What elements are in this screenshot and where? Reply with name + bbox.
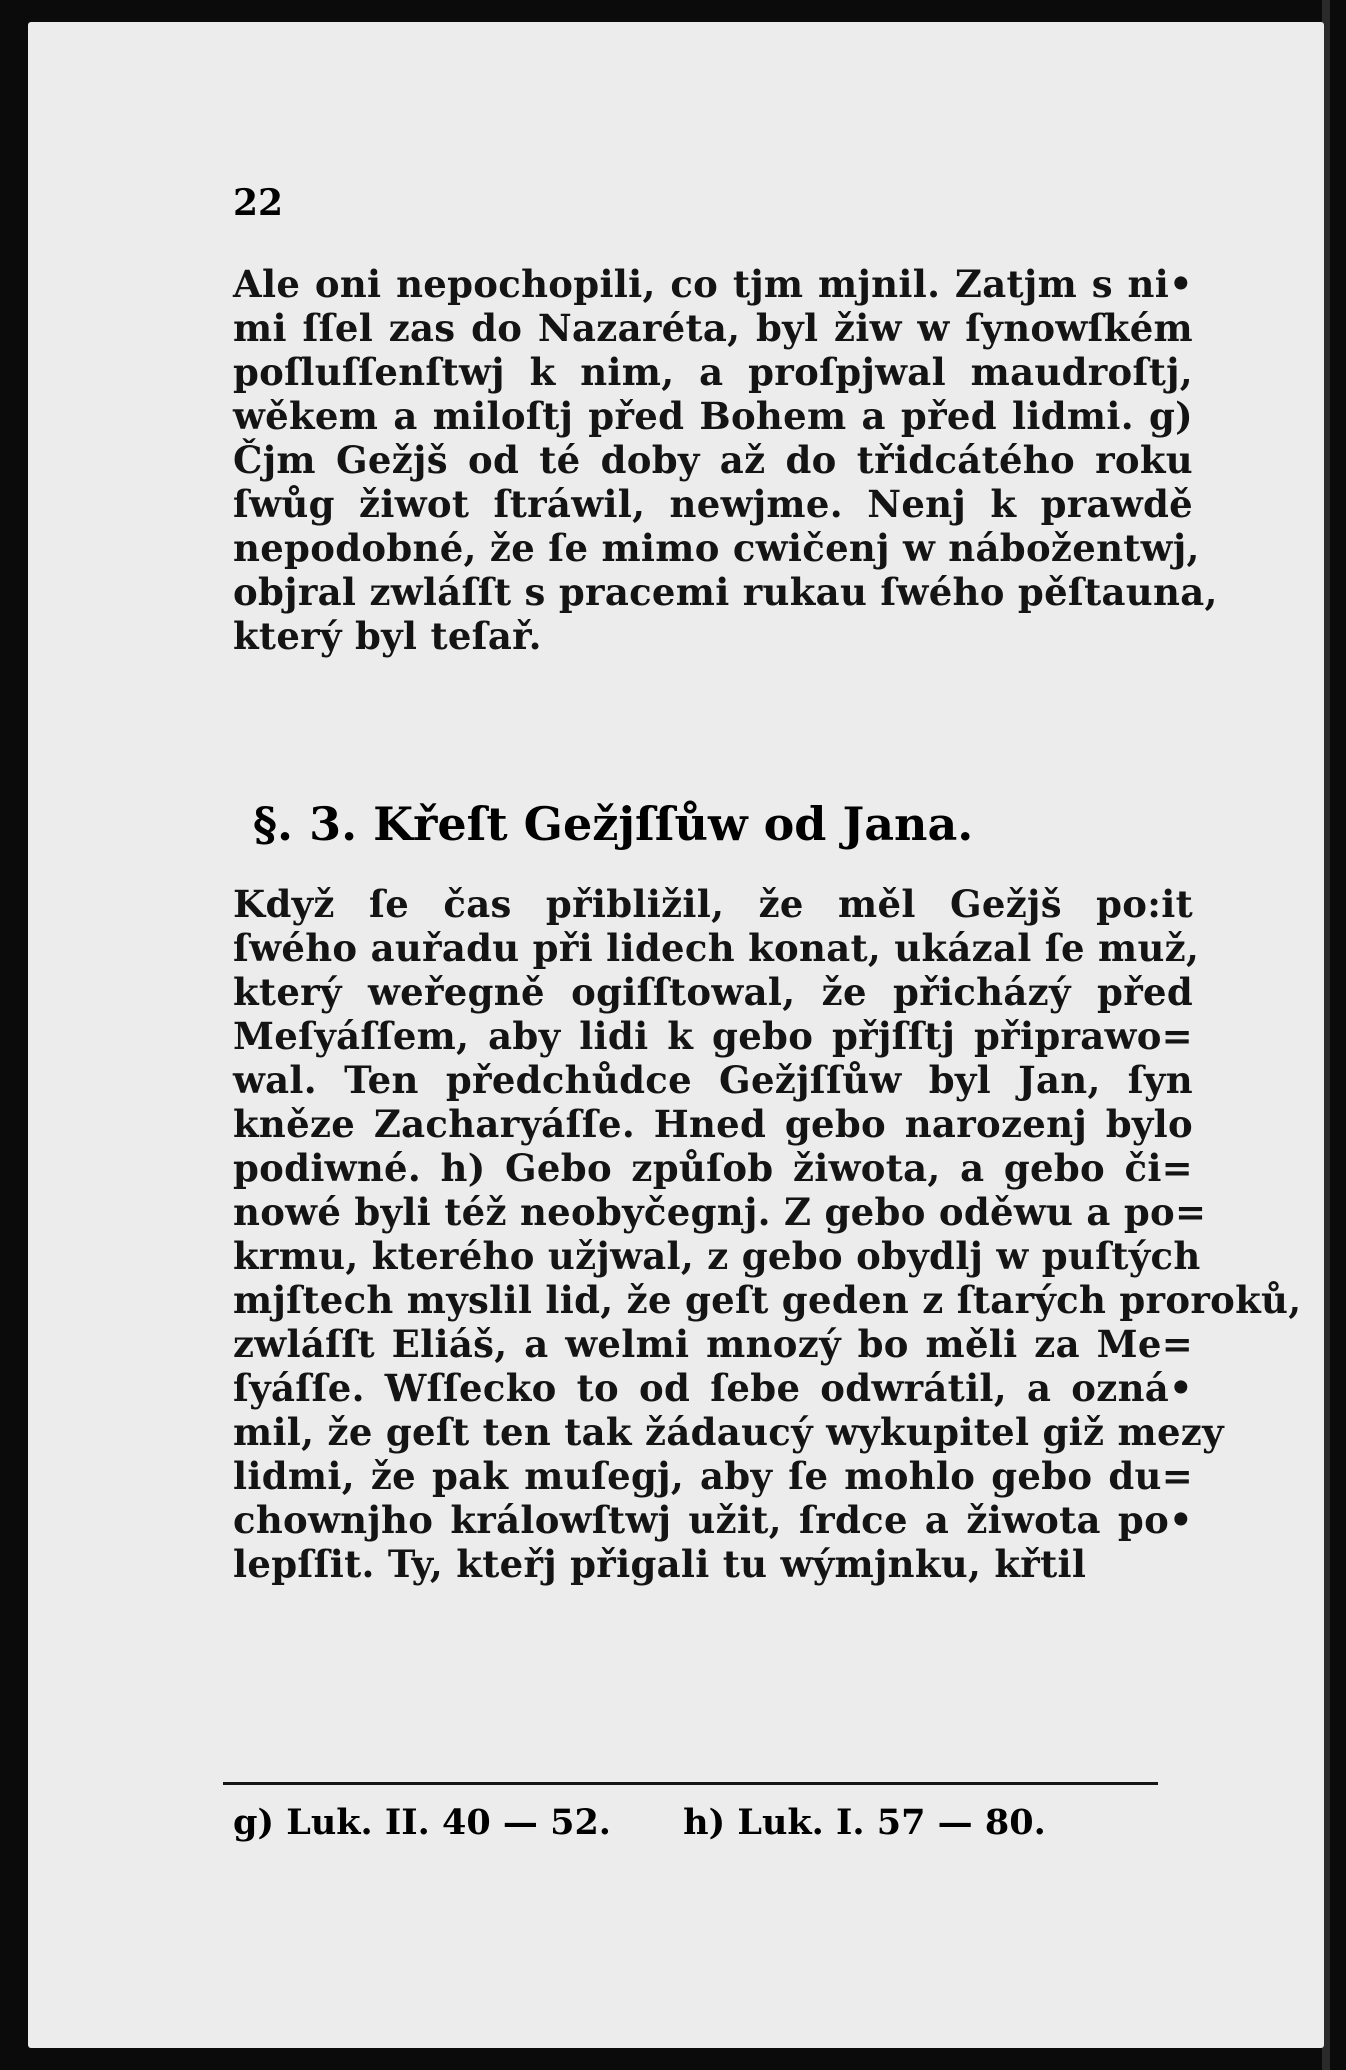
text-line: mil, že geſt ten tak žádaucý wykupitel giž mezy xyxy=(233,1410,1224,1454)
text-line: ſyáſſe. Wſſecko to od ſebe odwrátil, a ozná• xyxy=(233,1366,1193,1410)
text-line: kněze Zacharyáſſe. Hned gebo narozenj bylo xyxy=(233,1102,1193,1146)
page-number: 22 xyxy=(233,182,284,224)
text-line: mi ſſel zas do Nazaréta, byl žiw w ſynowſkém xyxy=(233,306,1193,350)
text-line: ſwého auřadu při lidech konat, ukázal ſe muž, xyxy=(233,926,1200,970)
text-line: zwláſſt Eliáš, a welmi mnozý bo měli za Me= xyxy=(233,1322,1193,1366)
footnote-rule xyxy=(223,1782,1158,1785)
text-line: poſluſſenſtwj k nim, a proſpjwal maudroſtj, xyxy=(233,350,1193,394)
text-line: Čjm Gežjš od té doby až do třidcátého roku xyxy=(233,438,1193,482)
text-line: Když ſe čas přibližil, že měl Gežjš po:it xyxy=(233,882,1193,926)
text-line: lidmi, že pak muſegj, aby ſe mohlo gebo du= xyxy=(233,1454,1193,1498)
text-line: Ale oni nepochopili, co tjm mjnil. Zatjm s ni• xyxy=(233,262,1193,306)
text-line: Meſyáſſem, aby lidi k gebo přjſſtj připrawo= xyxy=(233,1014,1193,1058)
text-line: nepodobné, že ſe mimo cwičenj w nábožentwj, xyxy=(233,526,1200,570)
text-line: podiwné. h) Gebo způſob žiwota, a gebo či= xyxy=(233,1146,1193,1190)
text-line: který byl teſař. xyxy=(233,614,542,658)
footnotes xyxy=(233,1802,1193,1843)
text-line: nowé byli též neobyčegnj. Z gebo oděwu a po= xyxy=(233,1190,1207,1234)
section-heading: §. 3. Křeſt Gežjſſůw od Jana. xyxy=(253,797,974,851)
text-line: který weřegně ogiſſtowal, že přicházý před xyxy=(233,970,1193,1014)
text-line: krmu, kterého užjwal, z gebo obydlj w puſtých xyxy=(233,1234,1201,1278)
text-line: chownjho králowſtwj užit, ſrdce a žiwota po• xyxy=(233,1498,1193,1542)
text-line: wal. Ten předchůdce Gežjſſůw byl Jan, ſyn xyxy=(233,1058,1193,1102)
text-line: ſwůg žiwot ſtráwil, newjme. Nenj k prawdě xyxy=(233,482,1193,526)
footnote-h: h) Luk. I. 57 — 80. xyxy=(683,1802,1046,1843)
text-line: objral zwláſſt s pracemi rukau ſwého pěſtauna, xyxy=(233,570,1218,614)
footnote-g: g) Luk. II. 40 — 52. xyxy=(233,1802,611,1843)
text-line: mjſtech myslil lid, že geſt geden z ſtarých proroků, xyxy=(233,1278,1302,1322)
text-line: lepſſit. Ty, kteřj přigali tu wýmjnku, křtil xyxy=(233,1542,1087,1586)
book-page xyxy=(28,22,1324,2048)
text-line: wěkem a miloſtj před Bohem a před lidmi. g) xyxy=(233,394,1193,438)
